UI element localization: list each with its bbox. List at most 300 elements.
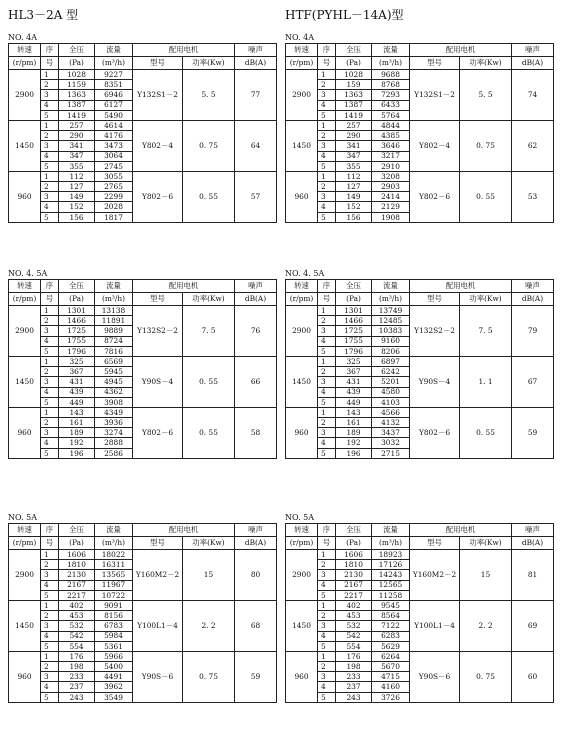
pressure-cell: 156 [59,212,95,222]
table-row [286,356,554,366]
seq-cell: 5 [318,397,336,407]
motor-power-cell: 15 [183,550,235,601]
seq-cell: 3 [41,672,59,682]
flow-cell: 7816 [95,346,133,356]
motor-model-cell: Y132S2－2 [410,306,460,357]
seq-cell: 4 [41,100,59,110]
speed-cell: 1450 [9,120,41,171]
seq-cell: 4 [41,580,59,590]
pressure-cell: 347 [59,151,95,161]
model-number: NO. 4. 5A [285,269,325,278]
motor-model-cell: Y802－6 [410,171,460,222]
pressure-cell: 1755 [336,336,372,346]
flow-cell: 6783 [95,621,133,631]
seq-cell: 4 [41,631,59,641]
header-seq: 序 [318,524,336,537]
pressure-cell: 1466 [336,316,372,326]
header-noise-unit: dB(A) [235,57,277,70]
flow-cell: 2888 [95,438,133,448]
seq-cell: 1 [41,306,59,316]
header-motor-model: 型号 [410,537,460,550]
seq-cell: 2 [41,662,59,672]
motor-power-cell: 0. 75 [460,651,512,702]
header-row [9,44,277,57]
pressure-cell: 2130 [336,570,372,580]
pressure-cell: 1466 [59,316,95,326]
pressure-cell: 290 [59,131,95,141]
flow-cell: 4715 [372,672,410,682]
table-row [9,306,277,316]
flow-cell: 13138 [95,306,133,316]
header-noise: 噪声 [512,524,554,537]
pressure-cell: 2217 [59,590,95,600]
seq-cell: 3 [318,192,336,202]
seq-cell: 2 [41,80,59,90]
header-flow: 流量 [372,44,410,57]
seq-cell: 3 [318,141,336,151]
seq-cell: 2 [41,182,59,192]
seq-cell: 1 [318,171,336,181]
header-row [286,280,554,293]
header-pressure: 全压 [59,44,95,57]
motor-model-cell: Y100L1－4 [133,600,183,651]
header-motor-power: 功率(Kw) [183,57,235,70]
motor-power-cell: 0. 75 [460,120,512,171]
seq-cell: 5 [318,346,336,356]
flow-cell: 6264 [372,651,410,661]
header-motor-model: 型号 [410,57,460,70]
header-speed: 转速 [9,280,41,293]
flow-cell: 3726 [372,692,410,702]
flow-cell: 3437 [372,428,410,438]
seq-cell: 1 [41,550,59,560]
pressure-cell: 347 [336,151,372,161]
seq-cell: 4 [41,336,59,346]
spec-table [285,523,554,703]
speed-cell: 2900 [9,550,41,601]
flow-cell: 3936 [95,418,133,428]
flow-cell: 5490 [95,110,133,120]
header-pressure-unit: (Pa) [59,293,95,306]
speed-cell: 2900 [9,70,41,121]
flow-cell: 11967 [95,580,133,590]
model-number: NO. 4A [285,33,315,42]
seq-cell: 5 [41,590,59,600]
header-flow-unit: (m³/h) [372,57,410,70]
header-noise-unit: dB(A) [512,293,554,306]
motor-model-cell: Y802－4 [133,120,183,171]
header-motor-power: 功率(Kw) [183,293,235,306]
flow-cell: 16311 [95,560,133,570]
flow-cell: 1817 [95,212,133,222]
flow-cell: 7293 [372,90,410,100]
pressure-cell: 367 [336,367,372,377]
flow-cell: 12485 [372,316,410,326]
noise-cell: 69 [512,600,554,651]
seq-cell: 1 [318,600,336,610]
flow-cell: 12565 [372,580,410,590]
speed-cell: 960 [9,171,41,222]
pressure-cell: 449 [336,397,372,407]
seq-cell: 4 [41,202,59,212]
noise-cell: 59 [512,407,554,458]
header-motor: 配用电机 [410,524,512,537]
spec-table [8,523,277,703]
seq-cell: 2 [318,662,336,672]
motor-power-cell: 1. 1 [460,356,512,407]
header-seq-bottom: 号 [41,293,59,306]
flow-cell: 3064 [95,151,133,161]
spec-block [285,32,554,223]
seq-cell: 5 [41,641,59,651]
pressure-cell: 325 [336,356,372,366]
table-row [9,171,277,181]
header-speed: 转速 [286,44,318,57]
seq-cell: 5 [41,448,59,458]
seq-cell: 2 [318,131,336,141]
seq-cell: 4 [318,387,336,397]
seq-cell: 2 [41,560,59,570]
flow-cell: 2903 [372,182,410,192]
pressure-cell: 159 [336,80,372,90]
motor-power-cell: 0. 55 [460,407,512,458]
noise-cell: 76 [235,306,277,357]
pressure-cell: 355 [336,161,372,171]
pressure-cell: 341 [59,141,95,151]
pressure-cell: 127 [59,182,95,192]
seq-cell: 4 [318,438,336,448]
seq-cell: 3 [41,326,59,336]
header-pressure-unit: (Pa) [336,57,372,70]
pressure-cell: 554 [336,641,372,651]
speed-cell: 960 [286,171,318,222]
seq-cell: 5 [318,161,336,171]
speed-cell: 1450 [286,356,318,407]
page-title-right: HTF(PYHL－14A)型 [285,8,404,22]
seq-cell: 4 [41,151,59,161]
pressure-cell: 1363 [59,90,95,100]
seq-cell: 1 [318,356,336,366]
header-noise-unit: dB(A) [235,537,277,550]
flow-cell: 2299 [95,192,133,202]
seq-cell: 5 [41,397,59,407]
pressure-cell: 532 [59,621,95,631]
seq-cell: 5 [41,346,59,356]
flow-cell: 9545 [372,600,410,610]
seq-cell: 4 [318,336,336,346]
flow-cell: 4945 [95,377,133,387]
header-motor-power: 功率(Kw) [460,57,512,70]
header-motor-power: 功率(Kw) [460,293,512,306]
pressure-cell: 189 [59,428,95,438]
seq-cell: 4 [318,631,336,641]
spec-table [8,279,277,459]
pressure-cell: 233 [59,672,95,682]
flow-cell: 13749 [372,306,410,316]
header-flow-unit: (m³/h) [95,293,133,306]
header-seq: 序 [41,44,59,57]
motor-power-cell: 0. 55 [183,407,235,458]
pressure-cell: 1363 [336,90,372,100]
flow-cell: 11258 [372,590,410,600]
header-motor-model: 型号 [410,293,460,306]
pressure-cell: 233 [336,672,372,682]
header-seq-bottom: 号 [318,57,336,70]
page-title-left: HL3－2A 型 [8,8,79,22]
flow-cell: 3962 [95,682,133,692]
header-row [286,293,554,306]
seq-cell: 2 [41,611,59,621]
header-row [286,44,554,57]
header-pressure-unit: (Pa) [59,57,95,70]
flow-cell: 8724 [95,336,133,346]
flow-cell: 5361 [95,641,133,651]
motor-model-cell: Y132S2－2 [133,306,183,357]
header-noise: 噪声 [512,44,554,57]
pressure-cell: 1419 [336,110,372,120]
pressure-cell: 176 [336,651,372,661]
motor-model-cell: Y100L1－4 [410,600,460,651]
pressure-cell: 257 [59,120,95,130]
seq-cell: 5 [318,641,336,651]
header-seq: 序 [41,280,59,293]
header-row [9,57,277,70]
flow-cell: 9160 [372,336,410,346]
flow-cell: 5201 [372,377,410,387]
pressure-cell: 1159 [59,80,95,90]
seq-cell: 4 [318,151,336,161]
header-row [9,524,277,537]
header-motor-power: 功率(Kw) [183,537,235,550]
motor-power-cell: 5. 5 [460,70,512,121]
header-row [286,524,554,537]
table-row [9,120,277,130]
flow-cell: 10383 [372,326,410,336]
pressure-cell: 198 [59,662,95,672]
seq-cell: 1 [318,550,336,560]
pressure-cell: 439 [336,387,372,397]
header-speed-unit: (r/pm) [286,57,318,70]
header-speed-unit: (r/pm) [286,293,318,306]
flow-cell: 2715 [372,448,410,458]
flow-cell: 5945 [95,367,133,377]
spec-block [8,32,277,223]
pressure-cell: 1301 [59,306,95,316]
flow-cell: 3217 [372,151,410,161]
model-number: NO. 5A [285,513,315,522]
seq-cell: 3 [41,621,59,631]
pressure-cell: 149 [59,192,95,202]
header-noise-unit: dB(A) [512,537,554,550]
seq-cell: 1 [318,407,336,417]
speed-cell: 1450 [9,600,41,651]
motor-power-cell: 15 [460,550,512,601]
pressure-cell: 257 [336,120,372,130]
pressure-cell: 367 [59,367,95,377]
motor-power-cell: 0. 55 [183,171,235,222]
flow-cell: 6283 [372,631,410,641]
flow-cell: 4566 [372,407,410,417]
pressure-cell: 453 [59,611,95,621]
motor-model-cell: Y802－6 [133,407,183,458]
header-seq: 序 [318,280,336,293]
pressure-cell: 1725 [59,326,95,336]
flow-cell: 5764 [372,110,410,120]
speed-cell: 960 [9,407,41,458]
header-motor-model: 型号 [133,293,183,306]
flow-cell: 8156 [95,611,133,621]
header-motor: 配用电机 [133,44,235,57]
seq-cell: 2 [318,316,336,326]
pressure-cell: 176 [59,651,95,661]
table-row [9,407,277,417]
flow-cell: 8564 [372,611,410,621]
pressure-cell: 542 [59,631,95,641]
flow-cell: 6127 [95,100,133,110]
header-seq-bottom: 号 [41,57,59,70]
seq-cell: 3 [41,192,59,202]
spec-table [285,43,554,223]
flow-cell: 8206 [372,346,410,356]
flow-cell: 9227 [95,70,133,80]
speed-cell: 960 [9,651,41,702]
header-speed: 转速 [9,524,41,537]
pressure-cell: 532 [336,621,372,631]
header-row [9,293,277,306]
seq-cell: 3 [41,141,59,151]
pressure-cell: 1796 [336,346,372,356]
pressure-cell: 161 [59,418,95,428]
speed-cell: 2900 [286,70,318,121]
seq-cell: 2 [318,560,336,570]
header-speed: 转速 [286,524,318,537]
flow-cell: 3549 [95,692,133,702]
seq-cell: 2 [41,316,59,326]
table-row [286,651,554,661]
seq-cell: 2 [318,80,336,90]
pressure-cell: 355 [59,161,95,171]
flow-cell: 5984 [95,631,133,641]
seq-cell: 1 [41,356,59,366]
pressure-cell: 149 [336,192,372,202]
flow-cell: 11891 [95,316,133,326]
motor-power-cell: 7. 5 [183,306,235,357]
flow-cell: 3646 [372,141,410,151]
motor-model-cell: Y90S－6 [410,651,460,702]
speed-cell: 2900 [9,306,41,357]
flow-cell: 17126 [372,560,410,570]
header-flow-unit: (m³/h) [95,57,133,70]
pressure-cell: 196 [336,448,372,458]
pressure-cell: 1387 [336,100,372,110]
header-pressure: 全压 [336,524,372,537]
pressure-cell: 542 [336,631,372,641]
motor-model-cell: Y132S1－2 [133,70,183,121]
flow-cell: 8768 [372,80,410,90]
seq-cell: 1 [41,171,59,181]
seq-cell: 2 [318,367,336,377]
flow-cell: 2028 [95,202,133,212]
pressure-cell: 196 [59,448,95,458]
header-pressure: 全压 [59,524,95,537]
pressure-cell: 402 [336,600,372,610]
table-row [9,70,277,80]
flow-cell: 2586 [95,448,133,458]
header-motor: 配用电机 [410,44,512,57]
pressure-cell: 192 [336,438,372,448]
spec-block [8,268,277,459]
motor-power-cell: 0. 55 [460,171,512,222]
seq-cell: 3 [318,672,336,682]
flow-cell: 18923 [372,550,410,560]
header-motor-power: 功率(Kw) [460,537,512,550]
motor-model-cell: Y90S－4 [410,356,460,407]
seq-cell: 3 [318,570,336,580]
noise-cell: 62 [512,120,554,171]
motor-model-cell: Y802－6 [410,407,460,458]
noise-cell: 66 [235,356,277,407]
motor-model-cell: Y802－6 [133,171,183,222]
header-motor: 配用电机 [410,280,512,293]
seq-cell: 4 [318,682,336,692]
header-pressure-unit: (Pa) [336,537,372,550]
seq-cell: 3 [41,90,59,100]
header-noise: 噪声 [235,280,277,293]
seq-cell: 4 [41,438,59,448]
pressure-cell: 1796 [59,346,95,356]
table-row [286,600,554,610]
seq-cell: 1 [41,120,59,130]
pressure-cell: 189 [336,428,372,438]
table-row [9,600,277,610]
noise-cell: 68 [235,600,277,651]
pressure-cell: 156 [336,212,372,222]
flow-cell: 9889 [95,326,133,336]
pressure-cell: 2130 [59,570,95,580]
pressure-cell: 2217 [336,590,372,600]
seq-cell: 3 [41,377,59,387]
noise-cell: 53 [512,171,554,222]
header-seq-bottom: 号 [41,537,59,550]
seq-cell: 5 [41,110,59,120]
pressure-cell: 152 [59,202,95,212]
pressure-cell: 431 [336,377,372,387]
pressure-cell: 1419 [59,110,95,120]
header-flow: 流量 [95,280,133,293]
table-row [286,407,554,417]
motor-model-cell: Y90S－6 [133,651,183,702]
seq-cell: 1 [318,306,336,316]
noise-cell: 79 [512,306,554,357]
pressure-cell: 1810 [59,560,95,570]
pressure-cell: 439 [59,387,95,397]
header-noise-unit: dB(A) [235,293,277,306]
speed-cell: 1450 [286,120,318,171]
header-flow: 流量 [95,524,133,537]
motor-model-cell: Y160M2－2 [410,550,460,601]
speed-cell: 960 [286,407,318,458]
pressure-cell: 152 [336,202,372,212]
noise-cell: 77 [235,70,277,121]
pressure-cell: 1028 [336,70,372,80]
header-flow-unit: (m³/h) [95,537,133,550]
noise-cell: 60 [512,651,554,702]
pressure-cell: 341 [336,141,372,151]
seq-cell: 5 [41,692,59,702]
header-flow-unit: (m³/h) [372,293,410,306]
pressure-cell: 112 [336,171,372,181]
seq-cell: 2 [41,367,59,377]
